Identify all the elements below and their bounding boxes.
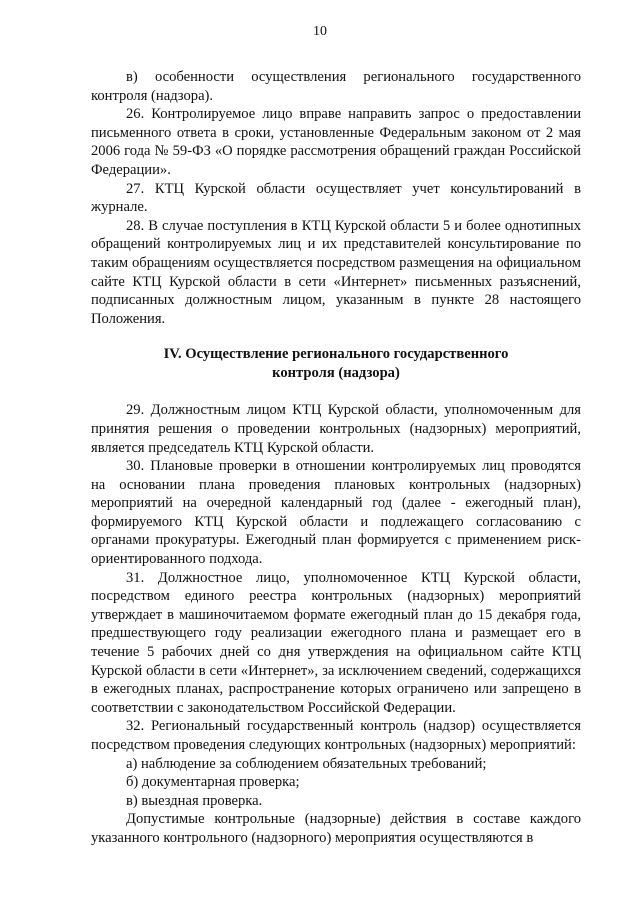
paragraph-28: 28. В случае поступления в КТЦ Курской области 5 и более однотипных обращений контролируемых лиц и их представителей консультирование по таким обращениям осуществляется посредством размещения на официальном сайте КТЦ Курской области в сети «Интернет» письменных разъяснений, подписанных должностным лицом, указанным в пункте 28 настоящего Положения.: [91, 217, 581, 327]
page-number: 10: [313, 24, 327, 39]
paragraph-27: 27. КТЦ Курской области осуществляет учет консультирований в журнале.: [91, 180, 581, 216]
paragraph-30: 30. Плановые проверки в отношении контролируемых лиц проводятся на основании плана проведения плановых контрольных (надзорных) мероприятий на очередной календарный год (далее - ежегодный план), формируемого КТЦ Курской области и подлежащего согласованию с органами прокуратуры. Ежегодный план формируется с применением риск-ориентированного подхода.: [91, 458, 581, 568]
list-item-b: б) документарная проверка;: [126, 774, 300, 791]
section-heading-line2: контроля (надзора): [272, 365, 400, 382]
paragraph-26: 26. Контролируемое лицо вправе направить запрос о предоставлении письменного ответа в сроки, установленные Федеральным законом от 2 мая 2006 года № 59-ФЗ «О порядке рассмотрения обращений граждан Российской Федерации».: [91, 106, 581, 178]
list-item-v: в) выездная проверка.: [126, 792, 263, 809]
section-heading: [91, 345, 581, 383]
paragraph-32: 32. Региональный государственный контроль (надзор) осуществляется посредством проведения следующих контрольных (надзорных) мероприятий:: [91, 718, 581, 753]
paragraph-item-v: в) особенности осуществления регионального государственного контроля (надзора).: [91, 69, 581, 104]
paragraph-31: 31. Должностное лицо, уполномоченное КТЦ Курской области, посредством единого реестра контрольных (надзорных) мероприятий утверждает в машиночитаемом формате ежегодный план до 15 декабря года, предшествующего году реализации ежегодного плана и размещает его в течение 5 рабочих дней со дня утверждения на официальном сайте КТЦ Курской области в сети «Интернет», за исключением сведений, содержащихся в ежегодных планах, распространение которых ограничено или запрещено в соответствии с законодательством Российской Федерации.: [91, 569, 581, 716]
document-body: [91, 68, 581, 848]
closing-paragraph: Допустимые контрольные (надзорные) действия в составе каждого указанного контрольного (надзорного) мероприятия осуществляются в: [91, 811, 581, 846]
paragraph-29: 29. Должностным лицом КТЦ Курской области, уполномоченным для принятия решения о проведении контрольных (надзорных) мероприятий, является председатель КТЦ Курской области.: [91, 402, 581, 456]
section-heading-line1: IV. Осуществление регионального государственного: [163, 346, 509, 363]
list-item-a: а) наблюдение за соблюдением обязательных требований;: [126, 755, 487, 772]
